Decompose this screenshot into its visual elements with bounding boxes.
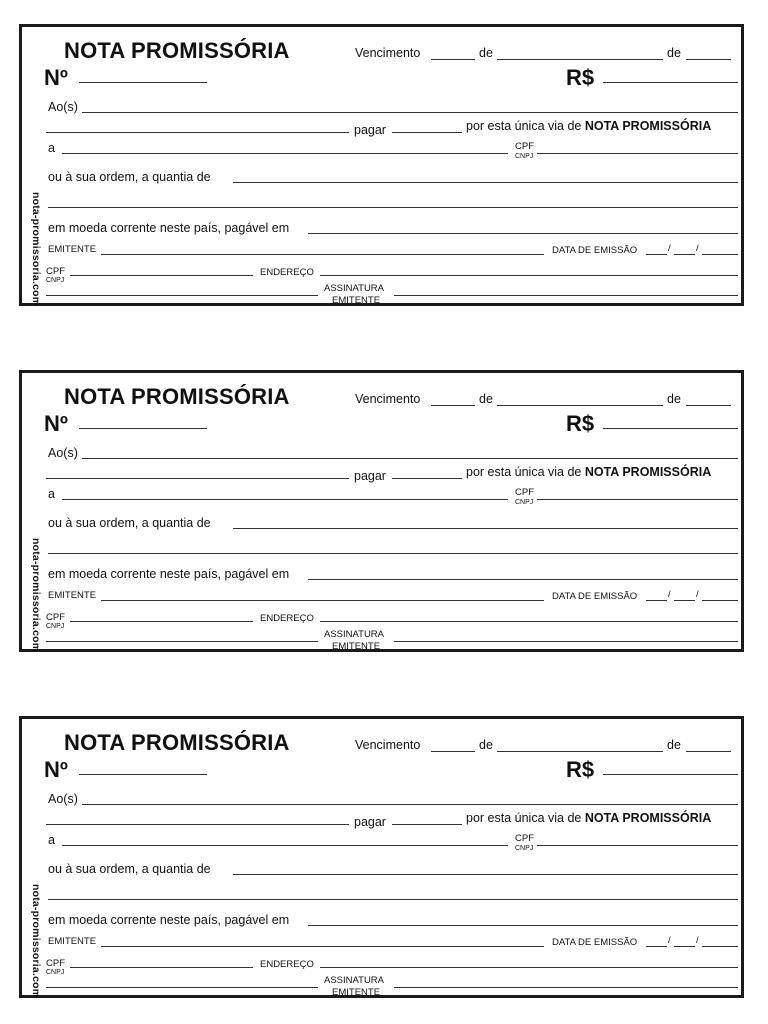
data-emissao-label: DATA DE EMISSÃO bbox=[552, 937, 638, 948]
pay-date-line[interactable] bbox=[46, 478, 349, 479]
promissory-note-3 bbox=[19, 716, 744, 998]
currency-text: em moeda corrente neste país, pagável em bbox=[48, 913, 290, 927]
payee-line[interactable] bbox=[62, 499, 508, 500]
currency-label: R$ bbox=[566, 757, 595, 782]
sum-line-1[interactable] bbox=[233, 528, 738, 529]
assinatura-label: ASSINATURA bbox=[324, 283, 385, 294]
to-line[interactable] bbox=[82, 112, 738, 113]
pay-amount-line[interactable] bbox=[392, 824, 462, 825]
address-line-1[interactable] bbox=[320, 621, 738, 622]
promissory-note-2 bbox=[19, 370, 744, 652]
due-year-line[interactable] bbox=[686, 59, 731, 60]
note-number-line[interactable] bbox=[79, 82, 207, 83]
note-title: NOTA PROMISSÓRIA bbox=[64, 384, 290, 409]
date-slash-2: / bbox=[696, 589, 699, 600]
emitente-name-line[interactable] bbox=[101, 254, 544, 255]
issue-day-line[interactable] bbox=[646, 600, 667, 601]
via-bold-label: NOTA PROMISSÓRIA bbox=[584, 465, 712, 479]
assinatura-emitente-label: EMITENTE bbox=[332, 295, 381, 306]
payee-cpf-line[interactable] bbox=[537, 499, 738, 500]
address-line-2[interactable] bbox=[46, 295, 318, 296]
data-emissao-label: DATA DE EMISSÃO bbox=[552, 245, 638, 256]
note-title: NOTA PROMISSÓRIA bbox=[64, 730, 290, 755]
sum-line-2[interactable] bbox=[48, 899, 738, 900]
pagar-label: pagar bbox=[354, 815, 386, 829]
amount-line[interactable] bbox=[603, 774, 738, 775]
emitente-label: EMITENTE bbox=[48, 244, 97, 255]
amount-line[interactable] bbox=[603, 428, 738, 429]
issue-month-line[interactable] bbox=[674, 600, 695, 601]
emitente-cnpj-label: CNPJ bbox=[46, 623, 65, 630]
emitente-cpf-label: CPF bbox=[46, 612, 65, 623]
a-label: a bbox=[48, 487, 55, 501]
issue-day-line[interactable] bbox=[646, 254, 667, 255]
assinatura-emitente-label: EMITENTE bbox=[332, 987, 381, 998]
pay-date-line[interactable] bbox=[46, 824, 349, 825]
to-line[interactable] bbox=[82, 458, 738, 459]
date-slash-2: / bbox=[696, 935, 699, 946]
payable-location-line[interactable] bbox=[308, 925, 738, 926]
emitente-cpf-label: CPF bbox=[46, 266, 65, 277]
currency-label: R$ bbox=[566, 411, 595, 436]
currency-label: R$ bbox=[566, 65, 595, 90]
emitente-label: EMITENTE bbox=[48, 936, 97, 947]
promissory-note-1 bbox=[19, 24, 744, 306]
de-label-2: de bbox=[667, 392, 681, 406]
due-day-line[interactable] bbox=[431, 405, 475, 406]
note-title: NOTA PROMISSÓRIA bbox=[64, 38, 290, 63]
data-emissao-label: DATA DE EMISSÃO bbox=[552, 591, 638, 602]
de-label-1: de bbox=[479, 392, 493, 406]
a-label: a bbox=[48, 141, 55, 155]
date-slash-1: / bbox=[668, 243, 671, 254]
endereco-label: ENDEREÇO bbox=[260, 267, 314, 278]
to-label: Ao(s) bbox=[48, 100, 78, 114]
emitente-name-line[interactable] bbox=[101, 600, 544, 601]
side-website-text: nota-promissoria.com bbox=[30, 538, 42, 653]
via-text bbox=[466, 466, 711, 479]
cnpj-label: CNPJ bbox=[515, 153, 534, 160]
cpf-label: CPF bbox=[515, 487, 534, 498]
note-number-line[interactable] bbox=[79, 428, 207, 429]
emitente-cnpj-label: CNPJ bbox=[46, 969, 65, 976]
de-label-1: de bbox=[479, 46, 493, 60]
vencimento-label: Vencimento bbox=[355, 392, 421, 406]
issue-month-line[interactable] bbox=[674, 254, 695, 255]
number-label: Nº bbox=[44, 65, 68, 90]
address-line-1[interactable] bbox=[320, 967, 738, 968]
address-line-1[interactable] bbox=[320, 275, 738, 276]
assinatura-label: ASSINATURA bbox=[324, 975, 385, 986]
issue-month-line[interactable] bbox=[674, 946, 695, 947]
issue-year-line[interactable] bbox=[702, 946, 738, 947]
vencimento-label: Vencimento bbox=[355, 738, 421, 752]
number-label: Nº bbox=[44, 757, 68, 782]
order-label: ou à sua ordem, a quantia de bbox=[48, 516, 211, 530]
number-label: Nº bbox=[44, 411, 68, 436]
amount-line[interactable] bbox=[603, 82, 738, 83]
side-website-text: nota-promissoria.com bbox=[30, 884, 42, 999]
de-label-1: de bbox=[479, 738, 493, 752]
sum-line-1[interactable] bbox=[233, 182, 738, 183]
pay-amount-line[interactable] bbox=[392, 132, 462, 133]
via-text bbox=[466, 120, 711, 133]
via-bold-label: NOTA PROMISSÓRIA bbox=[584, 811, 712, 825]
to-line[interactable] bbox=[82, 804, 738, 805]
due-day-line[interactable] bbox=[431, 59, 475, 60]
de-label-2: de bbox=[667, 46, 681, 60]
signature-line[interactable] bbox=[394, 295, 738, 296]
emitente-cpf-label: CPF bbox=[46, 958, 65, 969]
currency-text: em moeda corrente neste país, pagável em bbox=[48, 221, 290, 235]
due-year-line[interactable] bbox=[686, 405, 731, 406]
date-slash-2: / bbox=[696, 243, 699, 254]
signature-line[interactable] bbox=[394, 641, 738, 642]
pagar-label: pagar bbox=[354, 123, 386, 137]
via-label: por esta única via de bbox=[466, 811, 582, 825]
pagar-label: pagar bbox=[354, 469, 386, 483]
payee-cpf-line[interactable] bbox=[537, 153, 738, 154]
payee-line[interactable] bbox=[62, 153, 508, 154]
sum-line-2[interactable] bbox=[48, 553, 738, 554]
order-label: ou à sua ordem, a quantia de bbox=[48, 862, 211, 876]
cpf-label: CPF bbox=[515, 833, 534, 844]
endereco-label: ENDEREÇO bbox=[260, 959, 314, 970]
to-label: Ao(s) bbox=[48, 446, 78, 460]
due-month-line[interactable] bbox=[497, 751, 663, 752]
issue-year-line[interactable] bbox=[702, 254, 738, 255]
due-month-line[interactable] bbox=[497, 405, 663, 406]
assinatura-label: ASSINATURA bbox=[324, 629, 385, 640]
cpf-label: CPF bbox=[515, 141, 534, 152]
emitente-label: EMITENTE bbox=[48, 590, 97, 601]
a-label: a bbox=[48, 833, 55, 847]
cnpj-label: CNPJ bbox=[515, 845, 534, 852]
cnpj-label: CNPJ bbox=[515, 499, 534, 506]
vencimento-label: Vencimento bbox=[355, 46, 421, 60]
date-slash-1: / bbox=[668, 935, 671, 946]
signature-line[interactable] bbox=[394, 987, 738, 988]
sum-line-2[interactable] bbox=[48, 207, 738, 208]
emitente-cpf-line[interactable] bbox=[70, 275, 253, 276]
emitente-cnpj-label: CNPJ bbox=[46, 277, 65, 284]
issue-day-line[interactable] bbox=[646, 946, 667, 947]
currency-text: em moeda corrente neste país, pagável em bbox=[48, 567, 290, 581]
via-label: por esta única via de bbox=[466, 465, 582, 479]
via-text bbox=[466, 812, 711, 825]
de-label-2: de bbox=[667, 738, 681, 752]
via-bold-label: NOTA PROMISSÓRIA bbox=[584, 119, 712, 133]
due-month-line[interactable] bbox=[497, 59, 663, 60]
to-label: Ao(s) bbox=[48, 792, 78, 806]
address-line-2[interactable] bbox=[46, 987, 318, 988]
emitente-cpf-line[interactable] bbox=[70, 621, 253, 622]
payable-location-line[interactable] bbox=[308, 579, 738, 580]
via-label: por esta única via de bbox=[466, 119, 582, 133]
payee-line[interactable] bbox=[62, 845, 508, 846]
sum-line-1[interactable] bbox=[233, 874, 738, 875]
payable-location-line[interactable] bbox=[308, 233, 738, 234]
emitente-name-line[interactable] bbox=[101, 946, 544, 947]
issue-year-line[interactable] bbox=[702, 600, 738, 601]
note-number-line[interactable] bbox=[79, 774, 207, 775]
side-website-text: nota-promissoria.com bbox=[30, 192, 42, 307]
date-slash-1: / bbox=[668, 589, 671, 600]
due-day-line[interactable] bbox=[431, 751, 475, 752]
pay-amount-line[interactable] bbox=[392, 478, 462, 479]
due-year-line[interactable] bbox=[686, 751, 731, 752]
emitente-cpf-line[interactable] bbox=[70, 967, 253, 968]
payee-cpf-line[interactable] bbox=[537, 845, 738, 846]
order-label: ou à sua ordem, a quantia de bbox=[48, 170, 211, 184]
endereco-label: ENDEREÇO bbox=[260, 613, 314, 624]
pay-date-line[interactable] bbox=[46, 132, 349, 133]
assinatura-emitente-label: EMITENTE bbox=[332, 641, 381, 652]
address-line-2[interactable] bbox=[46, 641, 318, 642]
